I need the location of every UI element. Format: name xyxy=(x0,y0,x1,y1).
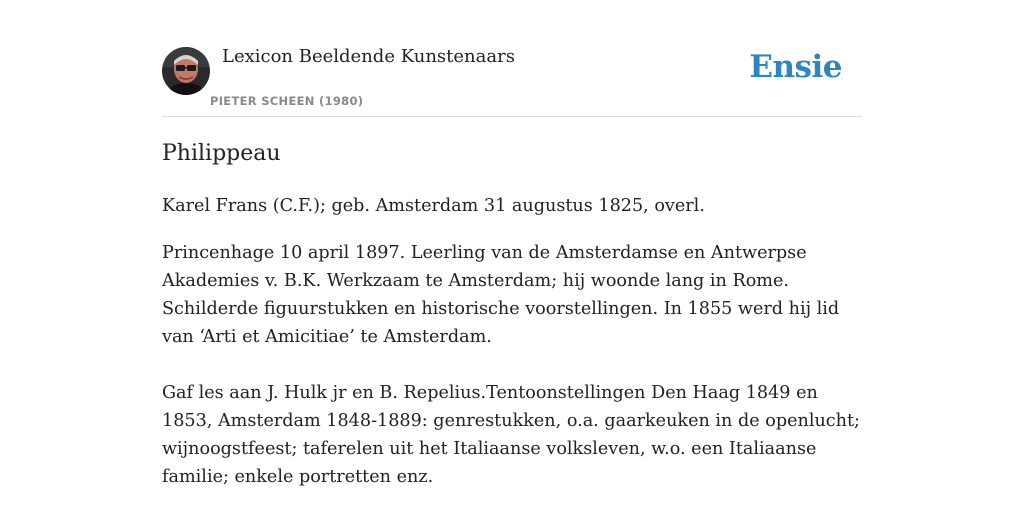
entry-page xyxy=(162,0,862,512)
ensie-logo[interactable]: Ensie xyxy=(749,49,842,85)
entry-paragraph: Gaf les aan J. Hulk jr en B. Repelius.Tentoonstellingen Den Haag 1849 en 1853, Amsterdam 1848-1889: genrestukken, o.a. gaarkeuken in de openlucht; wijnoogstfeest; taferelen uit het Italiaanse volksleven, w.o. een Italiaanse familie; enkele portretten enz. xyxy=(162,383,860,487)
entry-paragraph: Karel Frans (C.F.); geb. Amsterdam 31 augustus 1825, overl. xyxy=(162,196,705,216)
avatar-image xyxy=(162,47,210,95)
entry-header xyxy=(162,0,862,117)
entry-paragraph: Princenhage 10 april 1897. Leerling van de Amsterdamse en Antwerpse Akademies v. B.K. Werkzaam te Amsterdam; hij woonde lang in Rome. Schilderde figuurstukken en historische voorstellingen. In 1855 werd hij lid van ‘Arti et Amicitiae’ te Amsterdam. xyxy=(162,243,840,347)
entry-title: Philippeau xyxy=(162,141,281,166)
author-avatar[interactable] xyxy=(162,47,210,95)
author-label[interactable]: PIETER SCHEEN (1980) xyxy=(210,94,364,108)
lexicon-title-link[interactable]: Lexicon Beeldende Kunstenaars xyxy=(222,46,515,67)
